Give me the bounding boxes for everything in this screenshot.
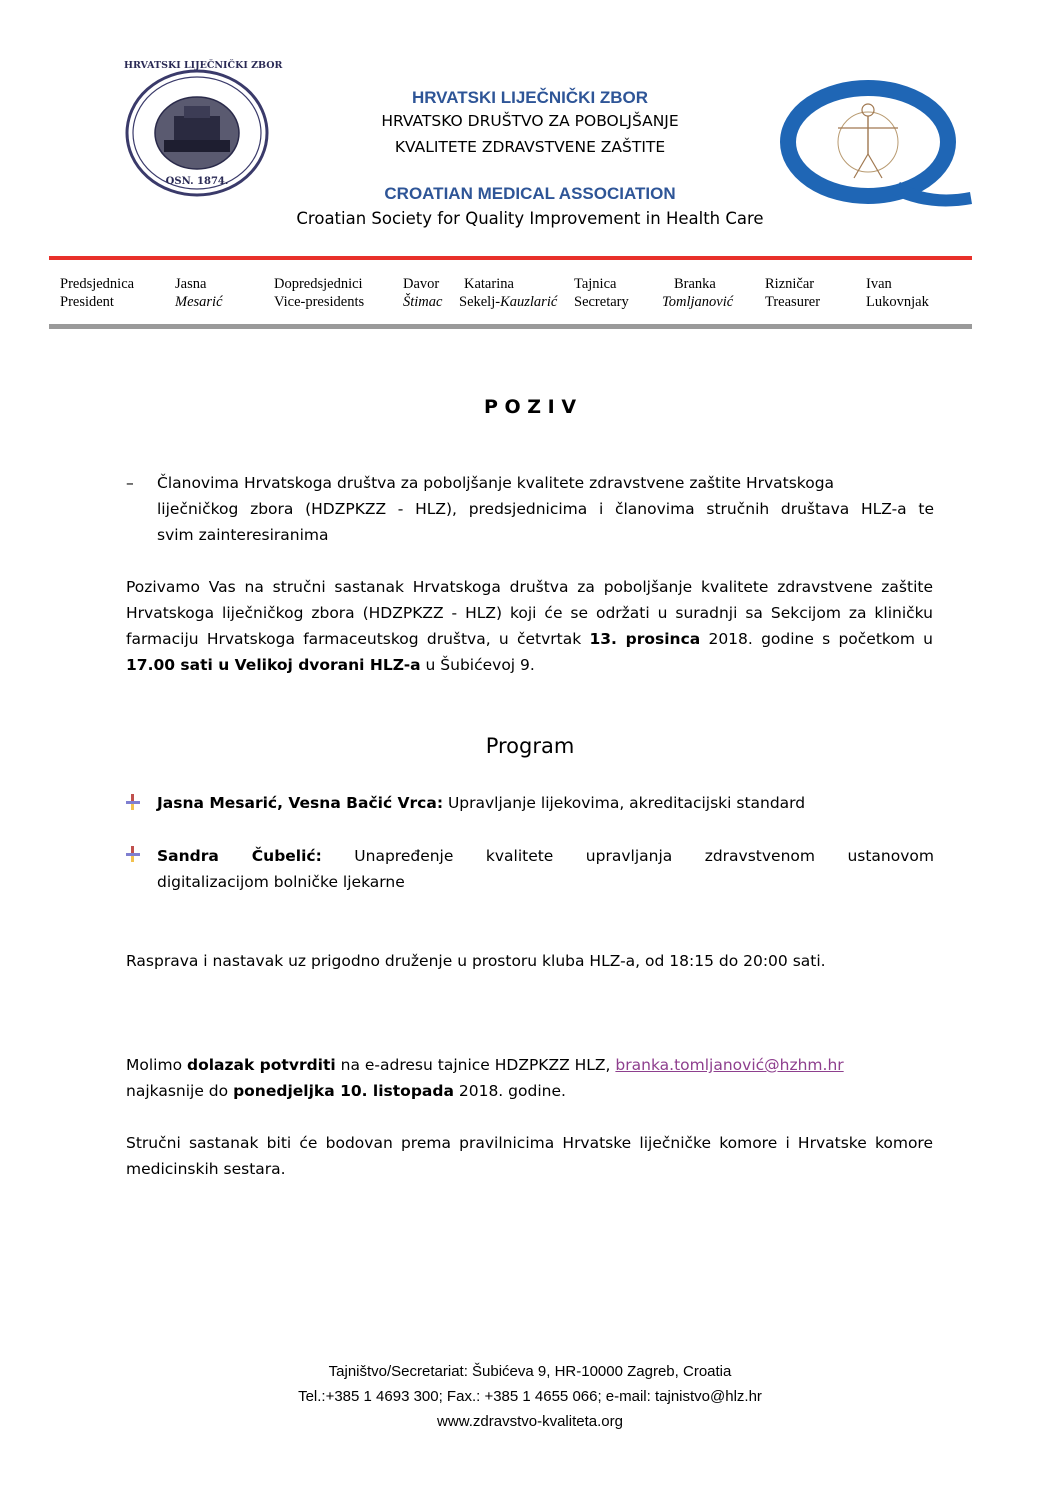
footer-address: Tajništvo/Secretariat: Šubićeva 9, HR-10000 Zagreb, Croatia xyxy=(328,1363,732,1380)
program-item-2-line-2: digitalizacijom bolničke ljekarne xyxy=(157,873,405,891)
program-item-2-speaker: Sandra Čubelić: xyxy=(157,847,322,865)
org-name-en: CROATIAN MEDICAL ASSOCIATION xyxy=(384,184,676,203)
arrow-bullet-icon xyxy=(126,794,140,810)
invitation-paragraph: Pozivamo Vas na stručni sastanak Hrvatskoga društva za poboljšanje kvalitete zdravstvene zaštite Hrvatskoga liječničkog zbora (HDZPKZZ - HLZ) koji će se održati u suradnji sa Sekcijom za kliničku farmaciju Hrvatskoga farmaceutskog društva, u četvrtak 13. prosinca 2018. godine s početkom u 17.00 sati u Velikoj dvorani HLZ-a u Šubićevoj 9. xyxy=(126,578,933,674)
seal-bottom-text: OSN. 1874. xyxy=(165,176,229,187)
credits-paragraph: Stručni sastanak biti će bodovan prema pravilnicima Hrvatske liječničke komore i Hrvatske komore medicinskih sestara. xyxy=(126,1134,933,1178)
meeting-date: 13. prosinca xyxy=(589,630,701,648)
footer-website[interactable]: www.zdravstvo-kvaliteta.org xyxy=(437,1413,623,1430)
vice-presidents-role: Dopredsjednici Vice-presidents xyxy=(274,276,365,310)
org-subtitle-line1: HRVATSKO DRUŠTVO ZA POBOLJŠANJE xyxy=(381,112,679,130)
recipients-line-2: liječničkog zbora (HDZPKZZ - HLZ), predsjednicima i članovima stručnih društava HLZ-a te xyxy=(157,500,934,518)
header-grey-rule xyxy=(49,324,972,329)
program-item-2-line-1 xyxy=(157,843,934,869)
rsvp-deadline: ponedjeljka 10. listopada xyxy=(233,1082,454,1100)
discussion-text: Rasprava i nastavak uz prigodno druženje u prostoru kluba HLZ-a, od 18:15 do 20:00 sati. xyxy=(126,952,826,970)
secretary-name: Branka Tomljanović xyxy=(662,276,734,310)
treasurer-role: Rizničar Treasurer xyxy=(765,276,821,310)
recipients-line-3: svim zainteresiranima xyxy=(157,526,329,544)
vice-president-1-name: Davor Štimac xyxy=(403,276,443,310)
recipients-line-1: Članovima Hrvatskoga društva za poboljšanje kvalitete zdravstvene zaštite Hrvatskoga xyxy=(157,474,835,492)
secretary-role: Tajnica Secretary xyxy=(574,276,629,310)
document-title: P O Z I V xyxy=(483,396,577,418)
header-red-rule xyxy=(49,256,972,260)
rsvp-paragraph: Molimo dolazak potvrditi na e-adresu tajnice HDZPKZZ HLZ, branka.tomljanović@hzhm.hr najkasnije do ponedjeljka 10. listopada 2018. godine. xyxy=(126,1056,844,1100)
secretary-email-link[interactable]: branka.tomljanović@hzhm.hr xyxy=(615,1056,844,1074)
program-item-2-topic: Unapređenje kvalitete upravljanja zdravstvenom ustanovom xyxy=(321,847,934,865)
program-item-1-speaker: Jasna Mesarić, Vesna Bačić Vrca: xyxy=(157,794,444,812)
vice-president-2-name: Katarina Sekelj-Kauzlarić xyxy=(459,276,558,310)
program-item-1-topic: Upravljanje lijekovima, akreditacijski standard xyxy=(443,794,806,812)
dash-bullet: – xyxy=(126,474,134,492)
meeting-time-place: 17.00 sati u Velikoj dvorani HLZ-a xyxy=(126,656,421,674)
footer-contact: Tel.:+385 1 4693 300; Fax.: +385 1 4655 066; e-mail: tajnistvo@hlz.hr xyxy=(298,1388,762,1405)
president-name: Jasna Mesarić xyxy=(175,276,223,310)
president-role: Predsjednica President xyxy=(60,276,135,310)
org-subtitle-en: Croatian Society for Quality Improvement in Health Care xyxy=(296,209,764,228)
treasurer-name: Ivan Lukovnjak xyxy=(866,276,929,310)
arrow-bullet-icon xyxy=(126,846,140,862)
program-item-1-text xyxy=(157,790,934,816)
org-subtitle-line2: KVALITETE ZDRAVSTVENE ZAŠTITE xyxy=(394,138,666,156)
seal-top-text: HRVATSKI LIJEČNIČKI ZBOR xyxy=(124,60,283,71)
program-heading: Program xyxy=(485,734,575,758)
org-name-hr: HRVATSKI LIJEČNIČKI ZBOR xyxy=(411,88,649,107)
logo-letter: Q xyxy=(782,92,783,93)
